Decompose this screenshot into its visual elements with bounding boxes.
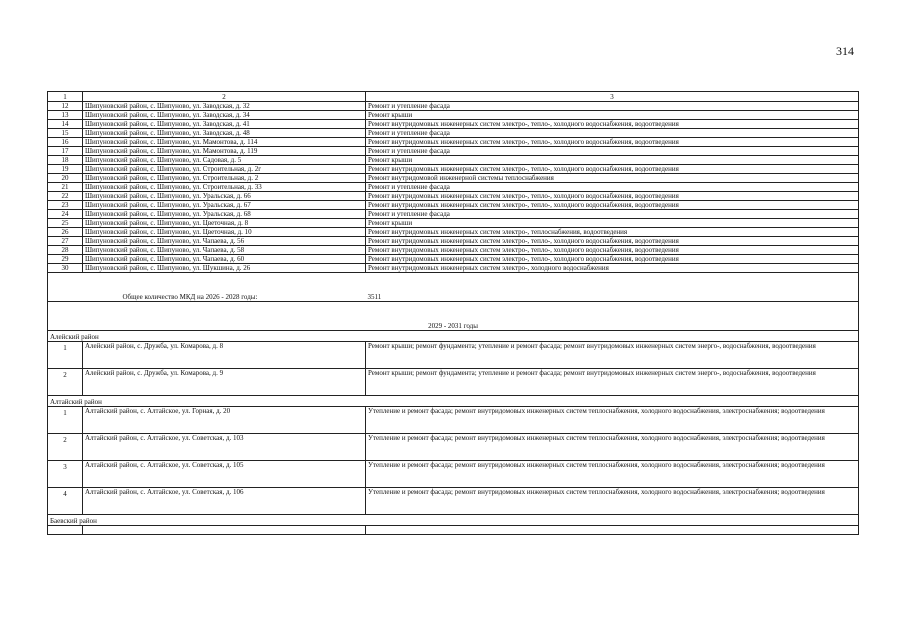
table-row [48,228,859,237]
row-work: Утепление и ремонт фасада; ремонт внутридомовых инженерных систем теплоснабжения, холодного водоснабжения, электроснабжения; водоотведения [366,488,859,515]
table-row [48,192,859,201]
empty-cell [48,526,83,535]
row-number: 2 [48,434,83,461]
district-row [48,396,859,407]
table-row [48,147,859,156]
table-row [48,120,859,129]
header-cell-3: 3 [366,92,859,102]
row-work: Ремонт внутридомовых инженерных систем электро-, тепло-, холодного водоснабжения, водоотведения [366,246,859,255]
empty-cell [83,526,366,535]
row-number: 19 [48,165,83,174]
row-number: 28 [48,246,83,255]
row-address: Шипуновский район, с. Шипуново, ул. Чапаева, д. 56 [83,237,366,246]
table-row [48,174,859,183]
row-address: Шипуновский район, с. Шипуново, ул. Мамонтова, д. 119 [83,147,366,156]
table-row [48,138,859,147]
table-row [48,342,859,369]
row-number: 15 [48,129,83,138]
table-row [48,255,859,264]
row-address: Шипуновский район, с. Шипуново, ул. Строительная, д. 33 [83,183,366,192]
header-cell-1: 1 [48,92,83,102]
period-row [48,302,859,331]
table-row [48,165,859,174]
period-title: 2029 - 2031 годы [48,302,859,331]
row-number: 30 [48,264,83,273]
page-number: 314 [836,44,854,58]
row-address: Алтайский район, с. Алтайское, ул. Горная, д. 20 [83,407,366,434]
row-number: 24 [48,210,83,219]
row-address: Шипуновский район, с. Шипуново, ул. Шукшина, д. 26 [83,264,366,273]
empty-row [48,526,859,535]
row-number: 21 [48,183,83,192]
district-row [48,331,859,342]
row-work: Ремонт внутридомовых инженерных систем электро-, тепло-, холодного водоснабжения, водоотведения [366,237,859,246]
row-number: 23 [48,201,83,210]
row-address: Шипуновский район, с. Шипуново, ул. Цветочная, д. 10 [83,228,366,237]
table-row [48,129,859,138]
row-number: 29 [48,255,83,264]
table-row [48,210,859,219]
row-address: Шипуновский район, с. Шипуново, ул. Уральская, д. 66 [83,192,366,201]
row-address: Шипуновский район, с. Шипуново, ул. Строительная, д. 2г [83,165,366,174]
district-name: Алтайский район [48,396,859,407]
row-address: Шипуновский район, с. Шипуново, ул. Уральская, д. 68 [83,210,366,219]
row-address: Шипуновский район, с. Шипуново, ул. Заводская, д. 34 [83,111,366,120]
total-spacer [48,273,83,302]
row-number: 12 [48,102,83,111]
total-row [48,273,859,302]
header-row [48,92,859,102]
table-row [48,461,859,488]
row-number: 25 [48,219,83,228]
district-row [48,515,859,526]
row-number: 2 [48,369,83,396]
row-work: Ремонт и утепление фасада [366,147,859,156]
row-number: 4 [48,488,83,515]
row-number: 20 [48,174,83,183]
row-address: Алтайский район, с. Алтайское, ул. Советская, д. 103 [83,434,366,461]
row-work: Ремонт и утепление фасада [366,183,859,192]
row-work: Ремонт крыши; ремонт фундамента; утепление и ремонт фасада; ремонт внутридомовых инженерных систем энерго-, водоснабжения, водоотведения [366,369,859,396]
row-address: Шипуновский район, с. Шипуново, ул. Чапаева, д. 60 [83,255,366,264]
row-address: Алейский район, с. Дружба, ул. Комарова, д. 8 [83,342,366,369]
row-work: Ремонт внутридомовых инженерных систем электро-, тепло-, холодного водоснабжения, водоотведения [366,201,859,210]
table-row [48,264,859,273]
row-work: Ремонт крыши [366,111,859,120]
row-number: 3 [48,461,83,488]
table-row [48,156,859,165]
district-name: Алейский район [48,331,859,342]
row-work: Ремонт внутридомовых инженерных систем электро-, тепло-, холодного водоснабжения, водоотведения [366,192,859,201]
row-work: Ремонт внутридомовых инженерных систем электро-, тепло-, холодного водоснабжения, водоотведения [366,138,859,147]
table-row [48,369,859,396]
row-address: Шипуновский район, с. Шипуново, ул. Заводская, д. 48 [83,129,366,138]
row-number: 1 [48,342,83,369]
row-address: Алтайский район, с. Алтайское, ул. Советская, д. 105 [83,461,366,488]
row-number: 22 [48,192,83,201]
row-work: Ремонт и утепление фасада [366,210,859,219]
row-work: Ремонт внутридомовых инженерных систем электро-, тепло-, холодного водоснабжения, водоотведения [366,165,859,174]
row-address: Алейский район, с. Дружба, ул. Комарова, д. 9 [83,369,366,396]
table-row [48,102,859,111]
row-work: Утепление и ремонт фасада; ремонт внутридомовых инженерных систем теплоснабжения, холодного водоснабжения, электроснабжения; водоотведения [366,407,859,434]
row-address: Шипуновский район, с. Шипуново, ул. Цветочная, д. 8 [83,219,366,228]
row-number: 1 [48,407,83,434]
total-value: 3511 [366,273,859,302]
row-address: Шипуновский район, с. Шипуново, ул. Строительная, д. 2 [83,174,366,183]
row-number: 18 [48,156,83,165]
table-row [48,237,859,246]
table-row [48,246,859,255]
row-number: 13 [48,111,83,120]
row-work: Ремонт и утепление фасада [366,129,859,138]
row-number: 14 [48,120,83,129]
row-work: Ремонт крыши [366,219,859,228]
row-number: 17 [48,147,83,156]
table-row [48,488,859,515]
row-work: Утепление и ремонт фасада; ремонт внутридомовых инженерных систем теплоснабжения, холодного водоснабжения, электроснабжения; водоотведения [366,461,859,488]
district-name: Баевский район [48,515,859,526]
row-work: Ремонт крыши; ремонт фундамента; утепление и ремонт фасада; ремонт внутридомовых инженерных систем энерго-, водоснабжения, водоотведения [366,342,859,369]
row-work: Ремонт внутридомовых инженерных систем электро-, теплоснабжения, водоотведения [366,228,859,237]
row-address: Шипуновский район, с. Шипуново, ул. Садовая, д. 5 [83,156,366,165]
row-number: 26 [48,228,83,237]
row-address: Шипуновский район, с. Шипуново, ул. Заводская, д. 32 [83,102,366,111]
table-row [48,183,859,192]
row-work: Утепление и ремонт фасада; ремонт внутридомовых инженерных систем теплоснабжения, холодного водоснабжения, электроснабжения; водоотведения [366,434,859,461]
row-number: 27 [48,237,83,246]
row-address: Шипуновский район, с. Шипуново, ул. Мамонтова, д. 114 [83,138,366,147]
table-row [48,201,859,210]
repair-program-table [47,91,859,535]
row-address: Алтайский район, с. Алтайское, ул. Советская, д. 106 [83,488,366,515]
table-row [48,407,859,434]
empty-cell [366,526,859,535]
row-address: Шипуновский район, с. Шипуново, ул. Заводская, д. 41 [83,120,366,129]
table-row [48,219,859,228]
row-address: Шипуновский район, с. Шипуново, ул. Уральская, д. 67 [83,201,366,210]
row-work: Ремонт внутридомовых инженерных систем электро-, тепло-, холодного водоснабжения, водоотведения [366,255,859,264]
table-row [48,434,859,461]
total-label: Общее количество МКД на 2026 - 2028 годы: [83,273,366,302]
header-cell-2: 2 [83,92,366,102]
row-work: Ремонт крыши [366,156,859,165]
row-address: Шипуновский район, с. Шипуново, ул. Чапаева, д. 58 [83,246,366,255]
row-work: Ремонт внутридомовой инженерной системы теплоснабжения [366,174,859,183]
row-work: Ремонт и утепление фасада [366,102,859,111]
row-work: Ремонт внутридомовых инженерных систем электро-, тепло-, холодного водоснабжения, водоотведения [366,120,859,129]
row-work: Ремонт внутридомовых инженерных систем электро-, холодного водоснабжения [366,264,859,273]
table-row [48,111,859,120]
row-number: 16 [48,138,83,147]
